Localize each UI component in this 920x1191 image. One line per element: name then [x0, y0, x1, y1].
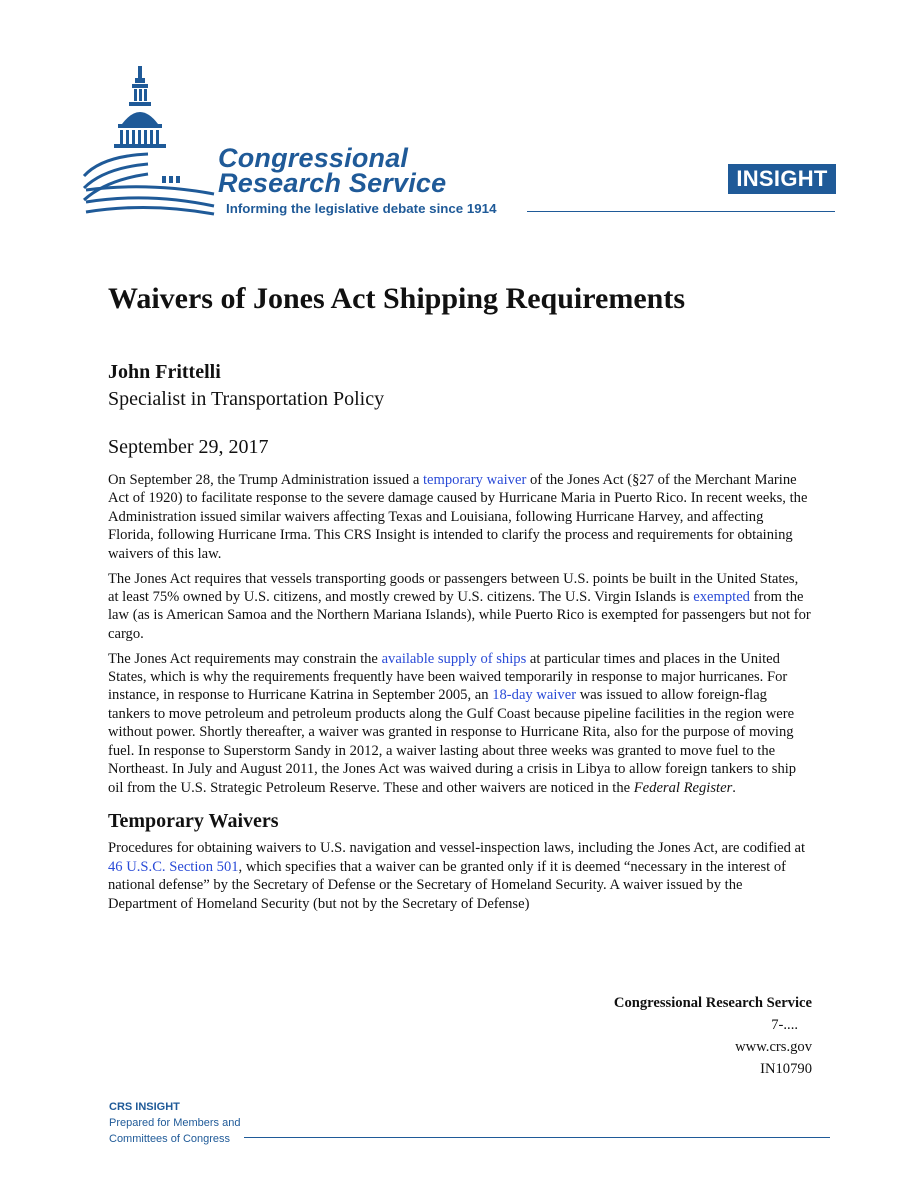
footer-page-number: 7-....: [771, 1017, 798, 1033]
page-title: Waivers of Jones Act Shipping Requirements: [108, 282, 685, 315]
text: .: [732, 779, 736, 796]
footer-line3: Committees of Congress: [109, 1133, 231, 1145]
paragraph-1: [108, 471, 812, 563]
publication-date: September 29, 2017: [108, 436, 269, 458]
page-footer: [614, 992, 812, 1080]
usc-section-501-link[interactable]: 46 U.S.C. Section 501: [108, 858, 239, 875]
available-supply-link[interactable]: available supply of ships: [381, 650, 527, 667]
capitol-dome-logo: [78, 64, 218, 216]
org-name-line1: Congressional: [218, 143, 409, 173]
text: The Jones Act requires that vessels transporting goods or passengers between U.S. points be built in the United States, at least 75% owned by U.S. citizens, and mostly crewed by U.S. citizens. The U.S. Virgin Islands is: [108, 570, 799, 605]
footer-line2: Prepared for Members and: [109, 1117, 241, 1129]
text: Procedures for obtaining waivers to U.S. navigation and vessel-inspection laws, including the Jones Act, are codified at: [108, 840, 806, 857]
author-name: John Frittelli: [108, 361, 221, 383]
article-body: [108, 471, 812, 919]
footer-rule: [244, 1137, 830, 1138]
paragraph-2: [108, 570, 812, 644]
exempted-link[interactable]: exempted: [693, 588, 750, 605]
crs-insight-footer: [109, 1099, 240, 1147]
section-heading: Temporary Waivers: [108, 809, 279, 832]
tagline-rule: [527, 211, 835, 212]
insight-badge: INSIGHT: [728, 164, 836, 194]
footer-url[interactable]: www.crs.gov: [735, 1039, 812, 1055]
org-tagline: Informing the legislative debate since 1914: [226, 201, 497, 216]
footer-label: CRS INSIGHT: [109, 1101, 180, 1113]
text: , which specifies that a waiver can be granted only if it is deemed “necessary in the interest of national defense” by the Secretary of Defense or the Secretary of Homeland Security. A waiver issued by the Department of Homeland Security (but not by the Secretary of Defense): [108, 858, 787, 912]
18-day-waiver-link[interactable]: 18-day waiver: [492, 687, 577, 704]
text: The Jones Act requirements may constrain the: [108, 650, 382, 667]
paragraph-4: [108, 839, 812, 913]
federal-register-italic: Federal Register: [633, 779, 733, 796]
footer-org: Congressional Research Service: [613, 995, 812, 1011]
paragraph-3: [108, 650, 812, 797]
text: was issued to allow foreign-flag tankers to move petroleum and petroleum products along the Gulf Coast because pipeline facilities in the region were without power. Shortly thereafter, a waiver was granted in response to Hurricane Rita, also for the purpose of moving fuel. In response to Superstorm Sandy in 2012, a waiver lasting about three weeks was granted to move fuel to the Northeast. In July and August 2011, the Jones Act was waived during a crisis in Libya to allow foreign tankers to ship oil from the U.S. Strategic Petroleum Reserve. These and other waivers are noticed in the: [108, 687, 797, 796]
text: On September 28, the Trump Administration issued a: [108, 472, 423, 488]
temporary-waiver-link[interactable]: temporary waiver: [422, 472, 527, 488]
footer-report-id: IN10790: [760, 1061, 812, 1077]
text: from the law (as is American Samoa and the Northern Mariana Islands), while Puerto Rico is exempted for passengers but not for cargo.: [108, 588, 811, 642]
author-position: Specialist in Transportation Policy: [108, 388, 385, 410]
text: at particular times and places in the United States, which is why the requirements frequently have been waived temporarily in response to major hurricanes. For instance, in response to Hurricane Katrina in September 2005, an: [108, 650, 788, 704]
org-name-line2: Research Service: [218, 168, 447, 198]
text: of the Jones Act (§27 of the Merchant Marine Act of 1920) to facilitate response to the severe damage caused by Hurricane Maria in Puerto Rico. In recent weeks, the Administration issued similar waivers affecting Texas and Louisiana, following Hurricane Harvey, and affecting Florida, following Hurricane Irma. This CRS Insight is intended to clarify the process and requirements for obtaining waivers of this law.: [108, 472, 808, 562]
org-name: [218, 143, 447, 198]
